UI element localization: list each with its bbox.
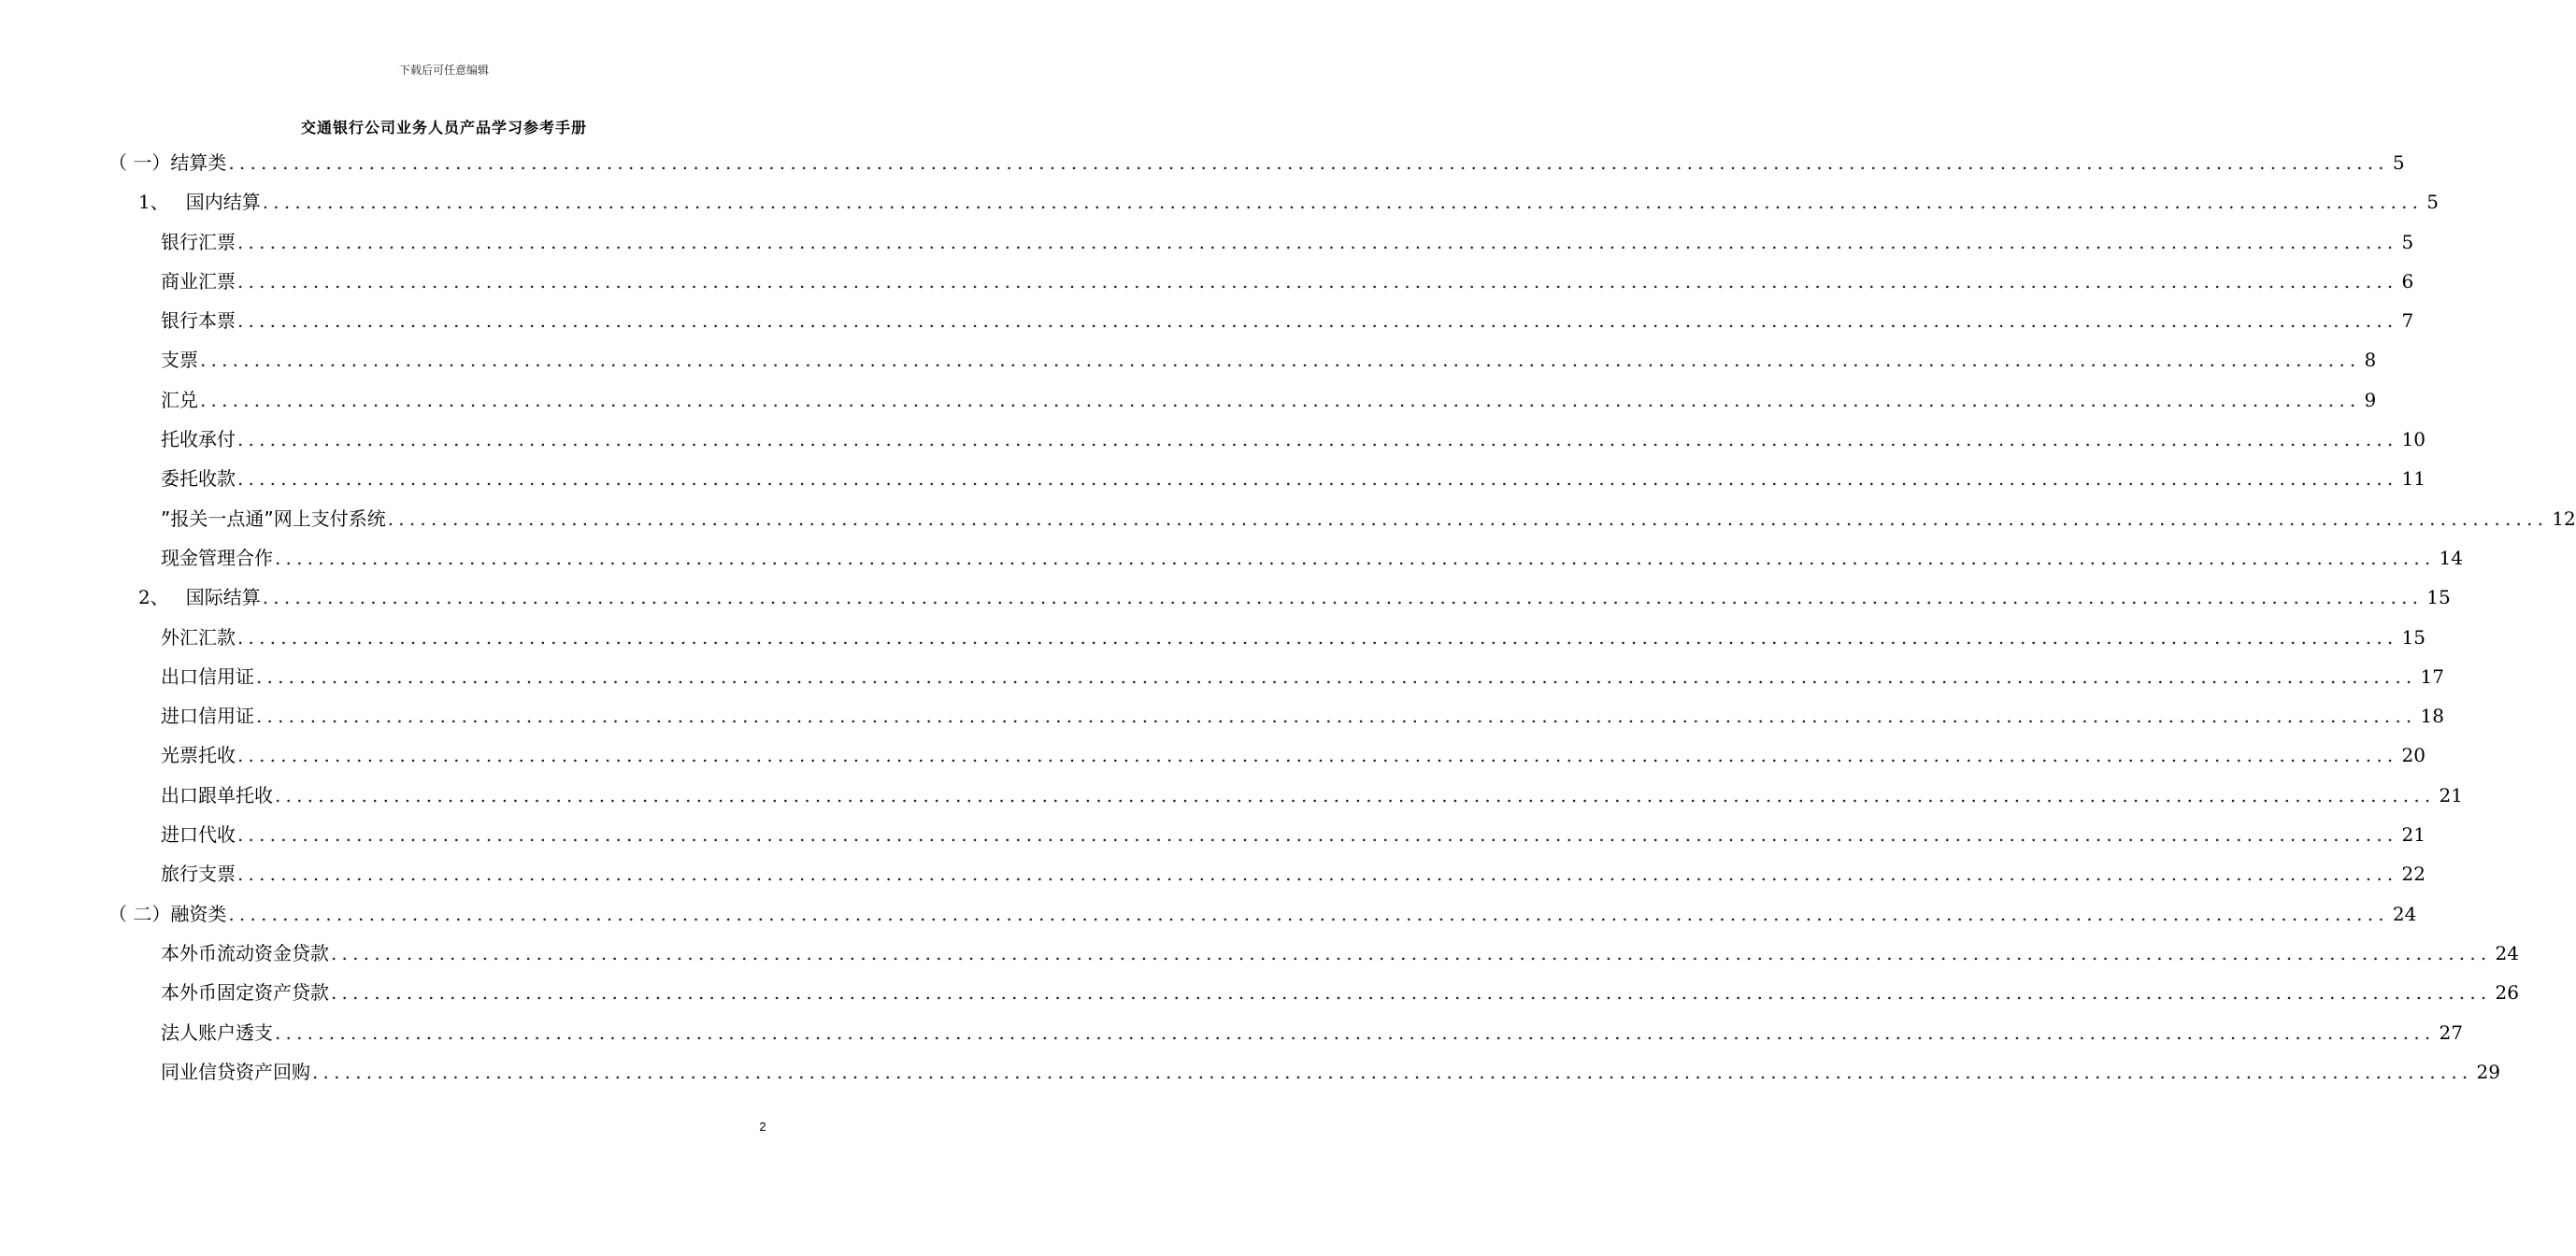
- toc-entry-page: 29: [2476, 1060, 2500, 1083]
- toc-entry-label: 本外币流动资金贷款: [161, 941, 329, 964]
- toc-entry-line: [161, 307, 2414, 334]
- toc-entry-page: 5: [2426, 191, 2439, 214]
- toc-entry[interactable]: [0, 775, 2463, 814]
- toc-entry-label: 光票托收: [161, 744, 236, 767]
- toc-entry-line: [138, 189, 2439, 215]
- toc-entry-label: 商业汇票: [161, 269, 236, 293]
- toc-entry[interactable]: [0, 221, 2414, 261]
- toc-entry[interactable]: [0, 419, 2426, 458]
- toc-entry-label: 托收承付: [161, 428, 236, 451]
- toc-entry-page: 27: [2439, 1020, 2463, 1044]
- toc-entry-line: [161, 703, 2444, 729]
- toc-entry-line: [161, 426, 2426, 452]
- toc-entry-page: 21: [2439, 783, 2463, 806]
- dot-leader: ........................................................................................................................................................................................................: [200, 388, 2361, 411]
- toc-entry-line: [161, 229, 2414, 255]
- toc-entry-label: 银行汇票: [161, 230, 236, 253]
- dot-leader: ........................................................................................................................................................................................................: [237, 269, 2398, 293]
- dot-leader: ........................................................................................................................................................................................................: [275, 783, 2436, 806]
- toc-entry-line: [161, 268, 2414, 294]
- dot-leader: ........................................................................................................................................................................................................: [237, 309, 2398, 333]
- toc-entry-page: 24: [2495, 941, 2519, 964]
- toc-entry-label: 出口信用证: [161, 664, 254, 688]
- toc-entry-label: ”报关一点通”网上支付系统: [161, 507, 386, 530]
- toc-entry[interactable]: [0, 261, 2414, 300]
- dot-leader: ........................................................................................................................................................................................................: [228, 902, 2389, 925]
- toc-entry-page: 21: [2401, 823, 2426, 847]
- toc-entry-label: 国际结算: [185, 586, 261, 609]
- toc-entry[interactable]: [0, 893, 2417, 933]
- toc-entry[interactable]: [0, 853, 2426, 892]
- toc-entry-label: 出口跟单托收: [161, 783, 273, 806]
- toc-entry-label: （ 一）结算类: [108, 151, 227, 174]
- toc-entry[interactable]: [0, 695, 2444, 735]
- toc-entry-label: 现金管理合作: [161, 546, 273, 569]
- dot-leader: ........................................................................................................................................................................................................: [200, 349, 2361, 372]
- toc-entry[interactable]: [0, 142, 2405, 181]
- toc-entry-label: 进口信用证: [161, 705, 254, 728]
- dot-leader: ........................................................................................................................................................................................................: [237, 823, 2398, 847]
- toc-entry[interactable]: [0, 458, 2426, 497]
- toc-entry[interactable]: [0, 300, 2414, 339]
- toc-entry-page: 26: [2495, 981, 2519, 1005]
- dot-leader: ........................................................................................................................................................................................................: [275, 1020, 2436, 1044]
- toc-entry-line: [161, 940, 2519, 966]
- toc-entry-label: 汇兑: [161, 388, 198, 411]
- toc-entry-label: 支票: [161, 349, 198, 372]
- toc-entry-line: [161, 821, 2426, 848]
- toc-entry-line: [138, 584, 2451, 610]
- toc-entry-page: 11: [2401, 467, 2426, 491]
- toc-entry-line: [161, 664, 2444, 690]
- dot-leader: ........................................................................................................................................................................................................: [256, 705, 2417, 728]
- toc-entry-page: 9: [2364, 388, 2377, 411]
- toc-entry-label: 外汇汇款: [161, 625, 236, 649]
- toc-entry-label: 同业信贷资产回购: [161, 1060, 310, 1083]
- dot-leader: ........................................................................................................................................................................................................: [312, 1060, 2473, 1083]
- toc-entry[interactable]: [0, 577, 2451, 616]
- toc-entry-line: [161, 465, 2426, 492]
- dot-leader: ........................................................................................................................................................................................................: [331, 981, 2492, 1005]
- toc-entry-label: 国内结算: [185, 191, 261, 214]
- toc-entry[interactable]: [0, 656, 2444, 695]
- toc-entry-page: 6: [2401, 269, 2414, 293]
- toc-entry-number: 1、: [138, 191, 169, 214]
- toc-entry-label: 法人账户透支: [161, 1020, 273, 1044]
- toc-entry-page: 22: [2401, 863, 2426, 886]
- toc-entry-page: 24: [2392, 902, 2417, 925]
- toc-entry-line: [161, 387, 2377, 413]
- toc-entry-line: [161, 782, 2463, 808]
- toc-entry-line: [108, 150, 2405, 176]
- toc-entry-label: 本外币固定资产贷款: [161, 981, 329, 1005]
- page-number: 2: [759, 1120, 766, 1134]
- table-of-contents: [0, 142, 2576, 1091]
- toc-entry-page: 8: [2364, 349, 2377, 372]
- dot-leader: ........................................................................................................................................................................................................: [237, 744, 2398, 767]
- dot-leader: ........................................................................................................................................................................................................: [228, 151, 2389, 174]
- toc-entry-label: 进口代收: [161, 823, 236, 847]
- toc-entry-line: [161, 1059, 2500, 1085]
- dot-leader: ........................................................................................................................................................................................................: [237, 467, 2398, 491]
- toc-entry[interactable]: [0, 1051, 2500, 1091]
- toc-entry-page: 12: [2552, 507, 2576, 530]
- dot-leader: ........................................................................................................................................................................................................: [262, 191, 2424, 214]
- toc-entry[interactable]: [0, 735, 2426, 774]
- dot-leader: ........................................................................................................................................................................................................: [275, 546, 2436, 569]
- document-title: 交通银行公司业务人员产品学习参考手册: [300, 119, 587, 136]
- toc-entry-line: [161, 1020, 2463, 1046]
- toc-entry-line: [161, 624, 2426, 650]
- dot-leader: ........................................................................................................................................................................................................: [387, 507, 2549, 530]
- toc-entry-page: 14: [2439, 546, 2463, 569]
- dot-leader: ........................................................................................................................................................................................................: [331, 941, 2492, 964]
- toc-entry[interactable]: [0, 498, 2576, 537]
- toc-entry-line: [161, 979, 2519, 1006]
- toc-entry-page: 7: [2401, 309, 2414, 333]
- toc-entry-page: 15: [2401, 625, 2426, 649]
- dot-leader: ........................................................................................................................................................................................................: [237, 428, 2398, 451]
- toc-entry-label: 银行本票: [161, 309, 236, 333]
- dot-leader: ........................................................................................................................................................................................................: [237, 625, 2398, 649]
- toc-entry-line: [161, 861, 2426, 887]
- toc-entry-label: （ 二）融资类: [108, 902, 227, 925]
- toc-entry-page: 17: [2420, 664, 2444, 688]
- toc-entry-line: [108, 901, 2417, 927]
- toc-entry[interactable]: [0, 933, 2519, 972]
- toc-entry[interactable]: [0, 617, 2426, 656]
- toc-entry-page: 5: [2392, 151, 2405, 174]
- dot-leader: ........................................................................................................................................................................................................: [237, 230, 2398, 253]
- toc-entry-label: 旅行支票: [161, 863, 236, 886]
- toc-entry[interactable]: [0, 339, 2377, 378]
- toc-entry-line: [161, 742, 2426, 768]
- dot-leader: ........................................................................................................................................................................................................: [237, 863, 2398, 886]
- toc-entry[interactable]: [0, 814, 2426, 853]
- toc-entry-number: 2、: [138, 586, 169, 609]
- dot-leader: ........................................................................................................................................................................................................: [262, 586, 2424, 609]
- toc-entry-page: 18: [2420, 705, 2444, 728]
- toc-entry-line: [161, 506, 2576, 532]
- toc-entry-page: 5: [2401, 230, 2414, 253]
- toc-entry[interactable]: [0, 537, 2463, 577]
- toc-entry-line: [161, 347, 2377, 373]
- toc-entry[interactable]: [0, 379, 2377, 419]
- toc-entry-page: 10: [2401, 428, 2426, 451]
- toc-entry-page: 15: [2426, 586, 2451, 609]
- toc-entry[interactable]: [0, 1012, 2463, 1051]
- toc-entry-label: 委托收款: [161, 467, 236, 491]
- toc-entry-line: [161, 545, 2463, 571]
- page-header: 下载后可任意编辑: [398, 64, 489, 77]
- toc-entry-page: 20: [2401, 744, 2426, 767]
- toc-entry[interactable]: [0, 972, 2519, 1011]
- toc-entry[interactable]: [0, 181, 2439, 221]
- dot-leader: ........................................................................................................................................................................................................: [256, 664, 2417, 688]
